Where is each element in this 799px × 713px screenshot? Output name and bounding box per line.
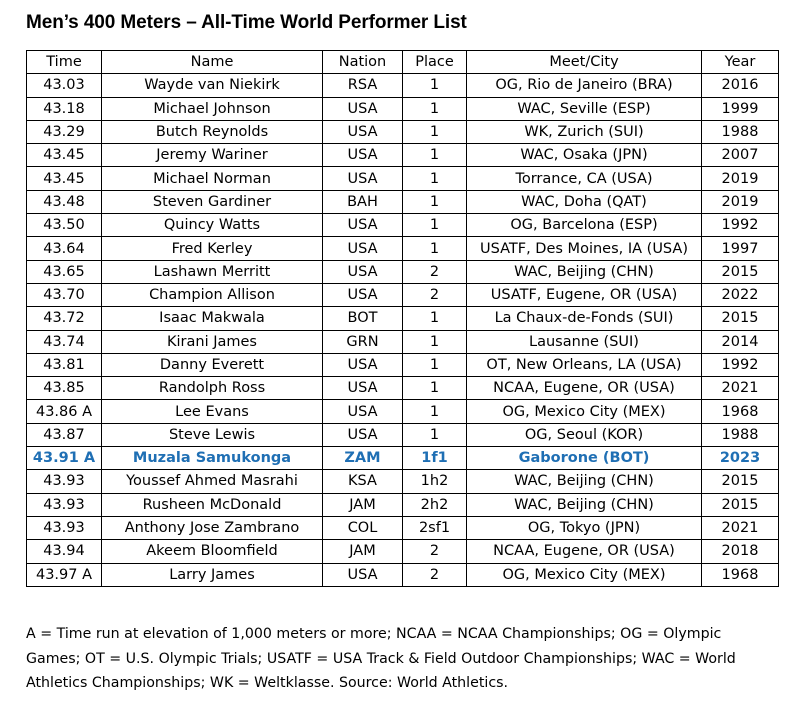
cell-nation: USA [323, 400, 403, 423]
cell-nation: JAM [323, 540, 403, 563]
cell-place: 2 [403, 563, 467, 586]
cell-name: Michael Norman [102, 167, 323, 190]
cell-meet-city: WAC, Seville (ESP) [467, 97, 702, 120]
cell-meet-city: NCAA, Eugene, OR (USA) [467, 377, 702, 400]
cell-name: Larry James [102, 563, 323, 586]
cell-year: 1992 [702, 353, 779, 376]
cell-place: 1 [403, 423, 467, 446]
cell-nation: COL [323, 516, 403, 539]
table-row [27, 144, 779, 167]
table-header-row [27, 51, 779, 74]
table-row [27, 214, 779, 237]
cell-place: 1f1 [403, 447, 467, 470]
cell-year: 1988 [702, 120, 779, 143]
cell-nation: USA [323, 237, 403, 260]
cell-name: Youssef Ahmed Masrahi [102, 470, 323, 493]
cell-year: 2021 [702, 516, 779, 539]
column-header-year: Year [702, 51, 779, 74]
cell-nation: KSA [323, 470, 403, 493]
cell-name: Randolph Ross [102, 377, 323, 400]
cell-name: Muzala Samukonga [102, 447, 323, 470]
cell-time: 43.81 [27, 353, 102, 376]
cell-meet-city: Torrance, CA (USA) [467, 167, 702, 190]
cell-year: 2019 [702, 167, 779, 190]
cell-place: 1 [403, 120, 467, 143]
cell-meet-city: WAC, Beijing (CHN) [467, 260, 702, 283]
cell-name: Anthony Jose Zambrano [102, 516, 323, 539]
cell-time: 43.86 A [27, 400, 102, 423]
cell-year: 2023 [702, 447, 779, 470]
cell-nation: BAH [323, 190, 403, 213]
table-row-highlighted [27, 447, 779, 470]
cell-place: 1 [403, 74, 467, 97]
cell-place: 2 [403, 283, 467, 306]
cell-time: 43.65 [27, 260, 102, 283]
cell-nation: USA [323, 260, 403, 283]
cell-year: 1992 [702, 214, 779, 237]
cell-meet-city: OG, Seoul (KOR) [467, 423, 702, 446]
cell-place: 1 [403, 190, 467, 213]
cell-time: 43.91 A [27, 447, 102, 470]
cell-year: 1988 [702, 423, 779, 446]
cell-nation: USA [323, 563, 403, 586]
cell-name: Steve Lewis [102, 423, 323, 446]
table-row [27, 563, 779, 586]
cell-nation: USA [323, 353, 403, 376]
cell-place: 1h2 [403, 470, 467, 493]
cell-name: Isaac Makwala [102, 307, 323, 330]
cell-meet-city: OG, Tokyo (JPN) [467, 516, 702, 539]
cell-time: 43.93 [27, 516, 102, 539]
cell-meet-city: NCAA, Eugene, OR (USA) [467, 540, 702, 563]
cell-year: 1997 [702, 237, 779, 260]
cell-year: 1968 [702, 400, 779, 423]
cell-meet-city: La Chaux-de-Fonds (SUI) [467, 307, 702, 330]
table-body [27, 74, 779, 587]
cell-meet-city: Gaborone (BOT) [467, 447, 702, 470]
cell-year: 2019 [702, 190, 779, 213]
cell-meet-city: OT, New Orleans, LA (USA) [467, 353, 702, 376]
cell-year: 2007 [702, 144, 779, 167]
column-header-meet-city: Meet/City [467, 51, 702, 74]
cell-nation: BOT [323, 307, 403, 330]
cell-place: 1 [403, 97, 467, 120]
column-header-place: Place [403, 51, 467, 74]
cell-nation: USA [323, 423, 403, 446]
cell-nation: USA [323, 144, 403, 167]
table-row [27, 540, 779, 563]
page-title: Men’s 400 Meters – All-Time World Performer List [26, 12, 467, 33]
performer-table [26, 50, 779, 587]
cell-nation: USA [323, 97, 403, 120]
table-row [27, 237, 779, 260]
cell-place: 1 [403, 377, 467, 400]
table-row [27, 470, 779, 493]
cell-time: 43.48 [27, 190, 102, 213]
cell-nation: USA [323, 167, 403, 190]
cell-name: Lashawn Merritt [102, 260, 323, 283]
table-row [27, 190, 779, 213]
cell-nation: USA [323, 214, 403, 237]
cell-place: 2h2 [403, 493, 467, 516]
cell-time: 43.93 [27, 470, 102, 493]
column-header-name: Name [102, 51, 323, 74]
cell-meet-city: WK, Zurich (SUI) [467, 120, 702, 143]
cell-meet-city: WAC, Doha (QAT) [467, 190, 702, 213]
cell-place: 1 [403, 214, 467, 237]
cell-nation: JAM [323, 493, 403, 516]
cell-time: 43.74 [27, 330, 102, 353]
cell-meet-city: WAC, Beijing (CHN) [467, 470, 702, 493]
cell-meet-city: OG, Barcelona (ESP) [467, 214, 702, 237]
cell-meet-city: OG, Rio de Janeiro (BRA) [467, 74, 702, 97]
cell-meet-city: OG, Mexico City (MEX) [467, 563, 702, 586]
cell-time: 43.72 [27, 307, 102, 330]
table-row [27, 353, 779, 376]
cell-year: 1999 [702, 97, 779, 120]
cell-nation: RSA [323, 74, 403, 97]
cell-time: 43.03 [27, 74, 102, 97]
table-row [27, 400, 779, 423]
table-row [27, 377, 779, 400]
table-row [27, 283, 779, 306]
cell-year: 2015 [702, 307, 779, 330]
cell-name: Michael Johnson [102, 97, 323, 120]
cell-place: 1 [403, 167, 467, 190]
cell-name: Fred Kerley [102, 237, 323, 260]
table-row [27, 167, 779, 190]
cell-nation: USA [323, 283, 403, 306]
cell-year: 2018 [702, 540, 779, 563]
column-header-nation: Nation [323, 51, 403, 74]
cell-time: 43.87 [27, 423, 102, 446]
cell-name: Quincy Watts [102, 214, 323, 237]
table-row [27, 97, 779, 120]
cell-name: Lee Evans [102, 400, 323, 423]
table-row [27, 260, 779, 283]
cell-meet-city: WAC, Beijing (CHN) [467, 493, 702, 516]
cell-year: 1968 [702, 563, 779, 586]
cell-nation: ZAM [323, 447, 403, 470]
cell-name: Akeem Bloomfield [102, 540, 323, 563]
cell-time: 43.29 [27, 120, 102, 143]
cell-place: 1 [403, 330, 467, 353]
cell-meet-city: Lausanne (SUI) [467, 330, 702, 353]
table-row [27, 74, 779, 97]
column-header-time: Time [27, 51, 102, 74]
cell-name: Jeremy Wariner [102, 144, 323, 167]
cell-time: 43.64 [27, 237, 102, 260]
cell-place: 1 [403, 237, 467, 260]
cell-time: 43.45 [27, 167, 102, 190]
cell-place: 1 [403, 353, 467, 376]
cell-place: 1 [403, 400, 467, 423]
cell-time: 43.94 [27, 540, 102, 563]
cell-meet-city: USATF, Eugene, OR (USA) [467, 283, 702, 306]
cell-time: 43.93 [27, 493, 102, 516]
cell-time: 43.97 A [27, 563, 102, 586]
cell-year: 2021 [702, 377, 779, 400]
cell-name: Butch Reynolds [102, 120, 323, 143]
cell-year: 2015 [702, 470, 779, 493]
cell-name: Steven Gardiner [102, 190, 323, 213]
cell-time: 43.18 [27, 97, 102, 120]
cell-time: 43.70 [27, 283, 102, 306]
cell-meet-city: USATF, Des Moines, IA (USA) [467, 237, 702, 260]
cell-meet-city: OG, Mexico City (MEX) [467, 400, 702, 423]
table-row [27, 493, 779, 516]
cell-nation: GRN [323, 330, 403, 353]
cell-meet-city: WAC, Osaka (JPN) [467, 144, 702, 167]
cell-year: 2014 [702, 330, 779, 353]
cell-year: 2015 [702, 493, 779, 516]
footnote: A = Time run at elevation of 1,000 meters or more; NCAA = NCAA Championships; OG = Olympic Games; OT = U.S. Olympic Trials; USATF = USA Track & Field Outdoor Championships; WAC = World Athletics Championships; WK = Weltklasse. Source: World Athletics. [26, 626, 736, 691]
cell-place: 1 [403, 144, 467, 167]
table-row [27, 516, 779, 539]
cell-name: Danny Everett [102, 353, 323, 376]
cell-place: 2sf1 [403, 516, 467, 539]
cell-time: 43.45 [27, 144, 102, 167]
cell-place: 1 [403, 307, 467, 330]
cell-time: 43.85 [27, 377, 102, 400]
cell-place: 2 [403, 540, 467, 563]
cell-name: Kirani James [102, 330, 323, 353]
table-row [27, 423, 779, 446]
table-row [27, 120, 779, 143]
cell-name: Rusheen McDonald [102, 493, 323, 516]
cell-nation: USA [323, 120, 403, 143]
cell-name: Champion Allison [102, 283, 323, 306]
cell-nation: USA [323, 377, 403, 400]
cell-place: 2 [403, 260, 467, 283]
cell-year: 2015 [702, 260, 779, 283]
table-row [27, 307, 779, 330]
cell-year: 2016 [702, 74, 779, 97]
cell-name: Wayde van Niekirk [102, 74, 323, 97]
table-row [27, 330, 779, 353]
cell-year: 2022 [702, 283, 779, 306]
cell-time: 43.50 [27, 214, 102, 237]
